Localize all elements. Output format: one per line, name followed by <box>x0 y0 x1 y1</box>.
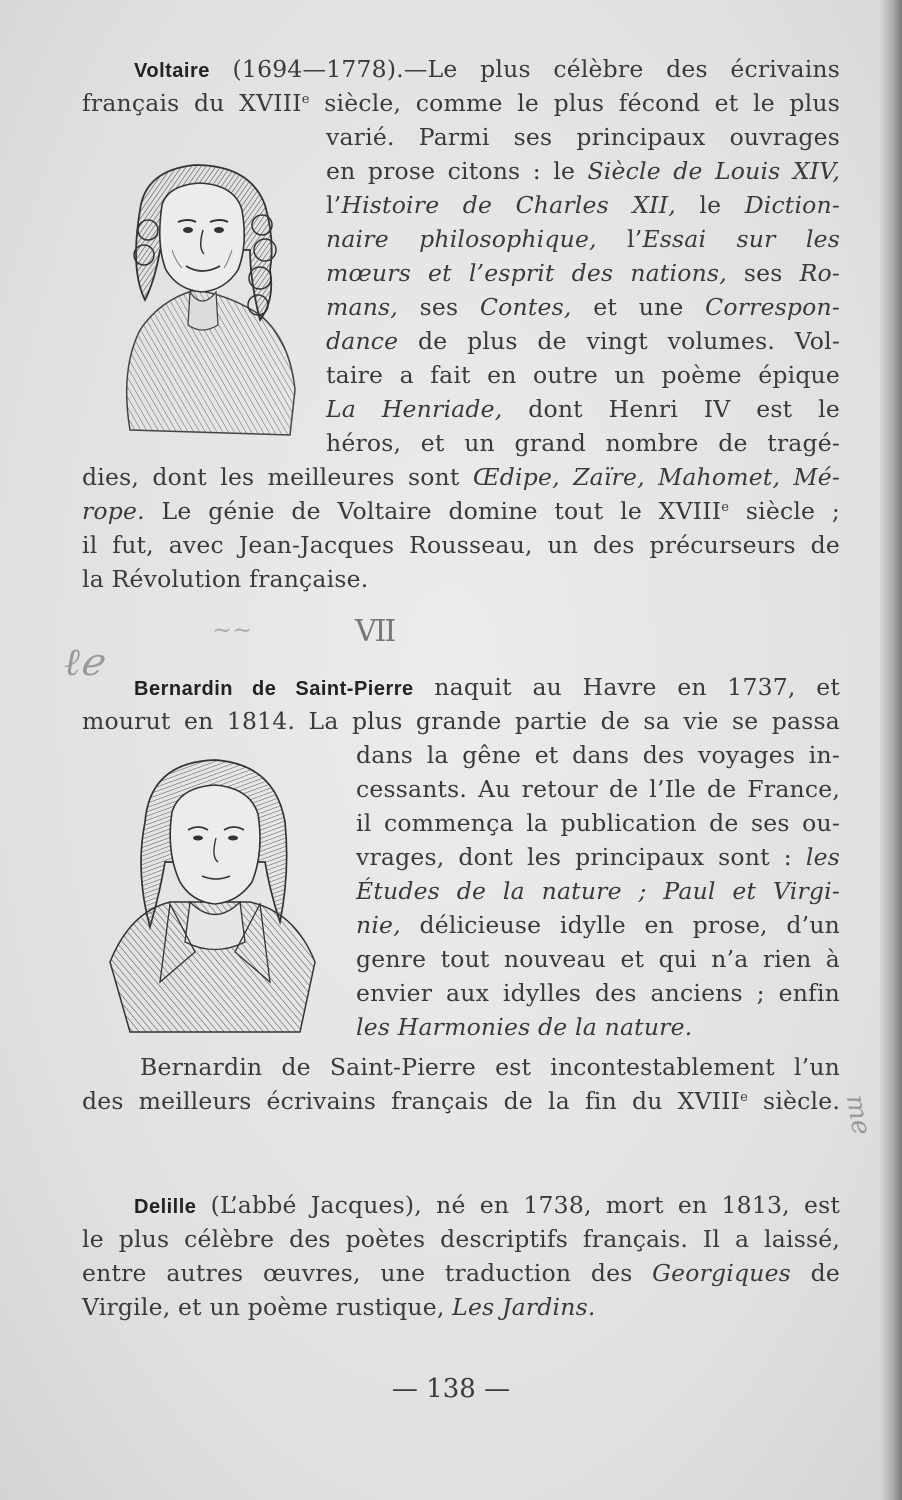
pencil-scribble-1: ~~ <box>212 616 253 644</box>
voltaire-line-12: héros, et un grand nombre de tragé- <box>326 429 840 457</box>
bernardin-line-4: cessants. Au retour de l’Ile de France, <box>356 775 840 803</box>
bernardin-line-8: nie, délicieuse idylle en prose, d’un <box>356 911 840 939</box>
delille-name: Delille <box>134 1196 197 1218</box>
delille-line-3: entre autres œuvres, une traduction des Georgiques de <box>82 1259 840 1287</box>
bernardin-portrait <box>100 752 325 1037</box>
voltaire-line-9: dance de plus de vingt volumes. Vol- <box>326 327 840 355</box>
voltaire-line-1: Voltaire (1694—1778).—Le plus célèbre des écrivains <box>134 55 840 83</box>
voltaire-line-11: La Henriade, dont Henri IV est le <box>326 395 840 423</box>
voltaire-line-10: taire a fait en outre un poème épique <box>326 361 840 389</box>
delille-line-4: Virgile, et un poème rustique, Les Jardins. <box>82 1293 596 1321</box>
bernardin-line-7: Études de la nature ; Paul et Virgi- <box>356 877 840 905</box>
bernardin-line-1: Bernardin de Saint-Pierre naquit au Havre en 1737, et <box>134 673 840 701</box>
voltaire-line-15: il fut, avec Jean-Jacques Rousseau, un des précurseurs de <box>82 531 840 559</box>
page-number: — 138 — <box>391 1374 511 1404</box>
bernardin-line-6: vrages, dont les principaux sont : les <box>356 843 840 871</box>
voltaire-line-3: varié. Parmi ses principaux ouvrages <box>326 123 840 151</box>
bernardin-line-10: envier aux idylles des anciens ; enfin <box>356 979 840 1007</box>
voltaire-line-13: dies, dont les meilleures sont Œdipe, Zaïre, Mahomet, Mé- <box>82 463 840 491</box>
voltaire-line-2: français du XVIIIe siècle, comme le plus fécond et le plus <box>82 89 840 117</box>
section-numeral: VII <box>355 614 395 649</box>
bernardin-line-11: les Harmonies de la nature. <box>356 1013 693 1041</box>
bernardin-line-9: genre tout nouveau et qui n’a rien à <box>356 945 840 973</box>
bernardin-line-13: des meilleurs écrivains français de la fin du XVIIIe siècle. <box>82 1087 840 1115</box>
delille-line-2: le plus célèbre des poètes descriptifs français. Il a laissé, <box>82 1225 840 1253</box>
voltaire-line-5: l’Histoire de Charles XII, le Diction- <box>326 191 840 219</box>
delille-line-1: Delille (L’abbé Jacques), né en 1738, mort en 1813, est <box>134 1191 840 1219</box>
pencil-scribble-2: ℓℯ <box>64 640 103 684</box>
voltaire-line-7: mœurs et l’esprit des nations, ses Ro- <box>326 259 840 287</box>
voltaire-portrait <box>100 150 310 440</box>
voltaire-name: Voltaire <box>134 60 210 82</box>
bernardin-line-2: mourut en 1814. La plus grande partie de sa vie se passa <box>82 707 840 735</box>
pencil-scribble-3: me <box>839 1092 877 1138</box>
page-edge <box>880 0 902 1500</box>
bernardin-line-5: il commença la publication de ses ou- <box>356 809 840 837</box>
voltaire-line-16: la Révolution française. <box>82 565 369 593</box>
voltaire-line-6: naire philosophique, l’Essai sur les <box>326 225 840 253</box>
voltaire-line-14: rope. Le génie de Voltaire domine tout le XVIIIe siècle ; <box>82 497 840 525</box>
bernardin-name: Bernardin de Saint-Pierre <box>134 678 414 700</box>
voltaire-line-8: mans, ses Contes, et une Correspon- <box>326 293 841 321</box>
voltaire-line-4: en prose citons : le Siècle de Louis XIV, <box>326 157 840 185</box>
bernardin-line-12: Bernardin de Saint-Pierre est incontestablement l’un <box>140 1053 840 1081</box>
bernardin-line-3: dans la gêne et dans des voyages in- <box>356 741 840 769</box>
